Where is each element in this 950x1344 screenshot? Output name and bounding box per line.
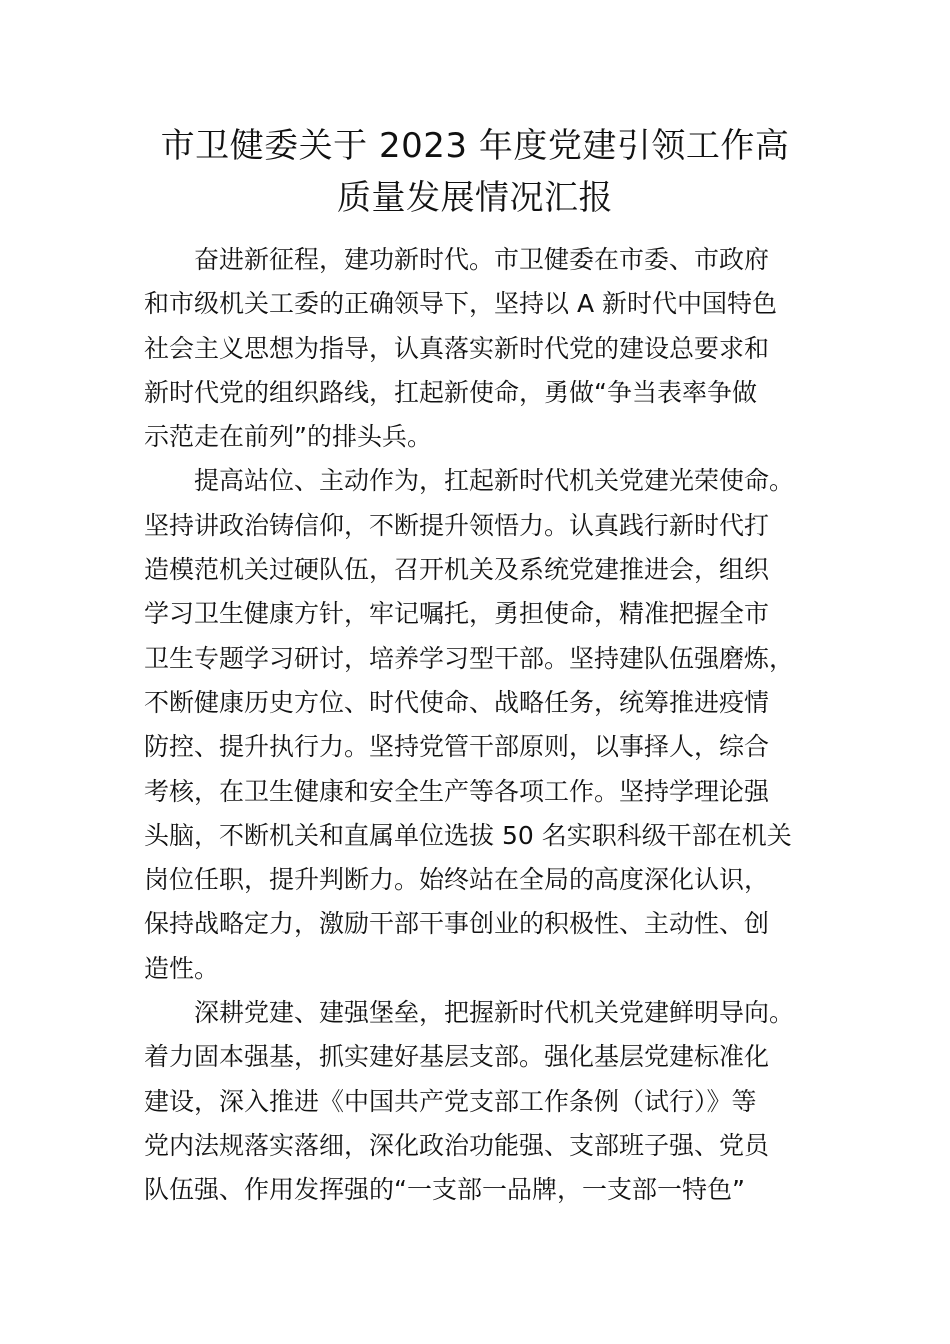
paragraph-1 [144,238,808,459]
text-line: 防控、提升执行力。坚持党管干部原则，以事择人，综合 [144,732,770,762]
text-line: 卫生专题学习研讨，培养学习型干部。坚持建队伍强磨炼， [144,643,795,673]
text-line: 坚持讲政治铸信仰，不断提升领悟力。认真践行新时代打 [144,510,770,540]
text-line: 示范走在前列”的排头兵。 [144,422,432,452]
title-line: 市卫健委关于 2023 年度党建引领工作高 [160,126,790,166]
title-line: 质量发展情况汇报 [337,178,613,218]
text-line: 岗位任职，提升判断力。始终站在全局的高度深化认识， [144,865,770,895]
text-line: 不断健康历史方位、时代使命、战略任务，统筹推进疫情 [144,687,770,717]
text-line: 造模范机关过硬队伍，召开机关及系统党建推进会，组织 [144,555,770,585]
text-line: 头脑，不断机关和直属单位选拔 50 名实职科级干部在机关 [144,820,792,850]
text-line: 考核，在卫生健康和安全生产等各项工作。坚持学理论强 [144,776,770,806]
text-line: 奋进新征程，建功新时代。市卫健委在市委、市政府 [194,245,770,274]
document-title [140,120,810,224]
paragraph-3 [144,991,808,1212]
text-line: 党内法规落实落细，深化政治功能强、支部班子强、党员 [144,1130,770,1160]
text-line: 学习卫生健康方针，牢记嘱托，勇担使命，精准把握全市 [144,599,770,629]
text-line: 提高站位、主动作为，扛起新时代机关党建光荣使命。 [194,466,795,496]
text-line: 造性。 [144,953,220,983]
text-line: 着力固本强基，抓实建好基层支部。强化基层党建标准化 [144,1042,770,1072]
text-line: 建设，深入推进《中国共产党支部工作条例（试行）》等 [144,1086,757,1116]
text-line: 社会主义思想为指导，认真落实新时代党的建设总要求和 [144,333,770,363]
text-line: 队伍强、作用发挥强的“一支部一品牌，一支部一特色” [144,1175,745,1205]
text-line: 新时代党的组织路线，扛起新使命，勇做“争当表率争做 [144,377,757,407]
document-body [144,238,808,1213]
text-line: 保持战略定力，激励干部干事创业的积极性、主动性、创 [144,909,770,939]
paragraph-2 [144,459,808,991]
text-line: 和市级机关工委的正确领导下，坚持以 A 新时代中国特色 [144,289,777,319]
text-line: 深耕党建、建强堡垒，把握新时代机关党建鲜明导向。 [194,998,795,1028]
